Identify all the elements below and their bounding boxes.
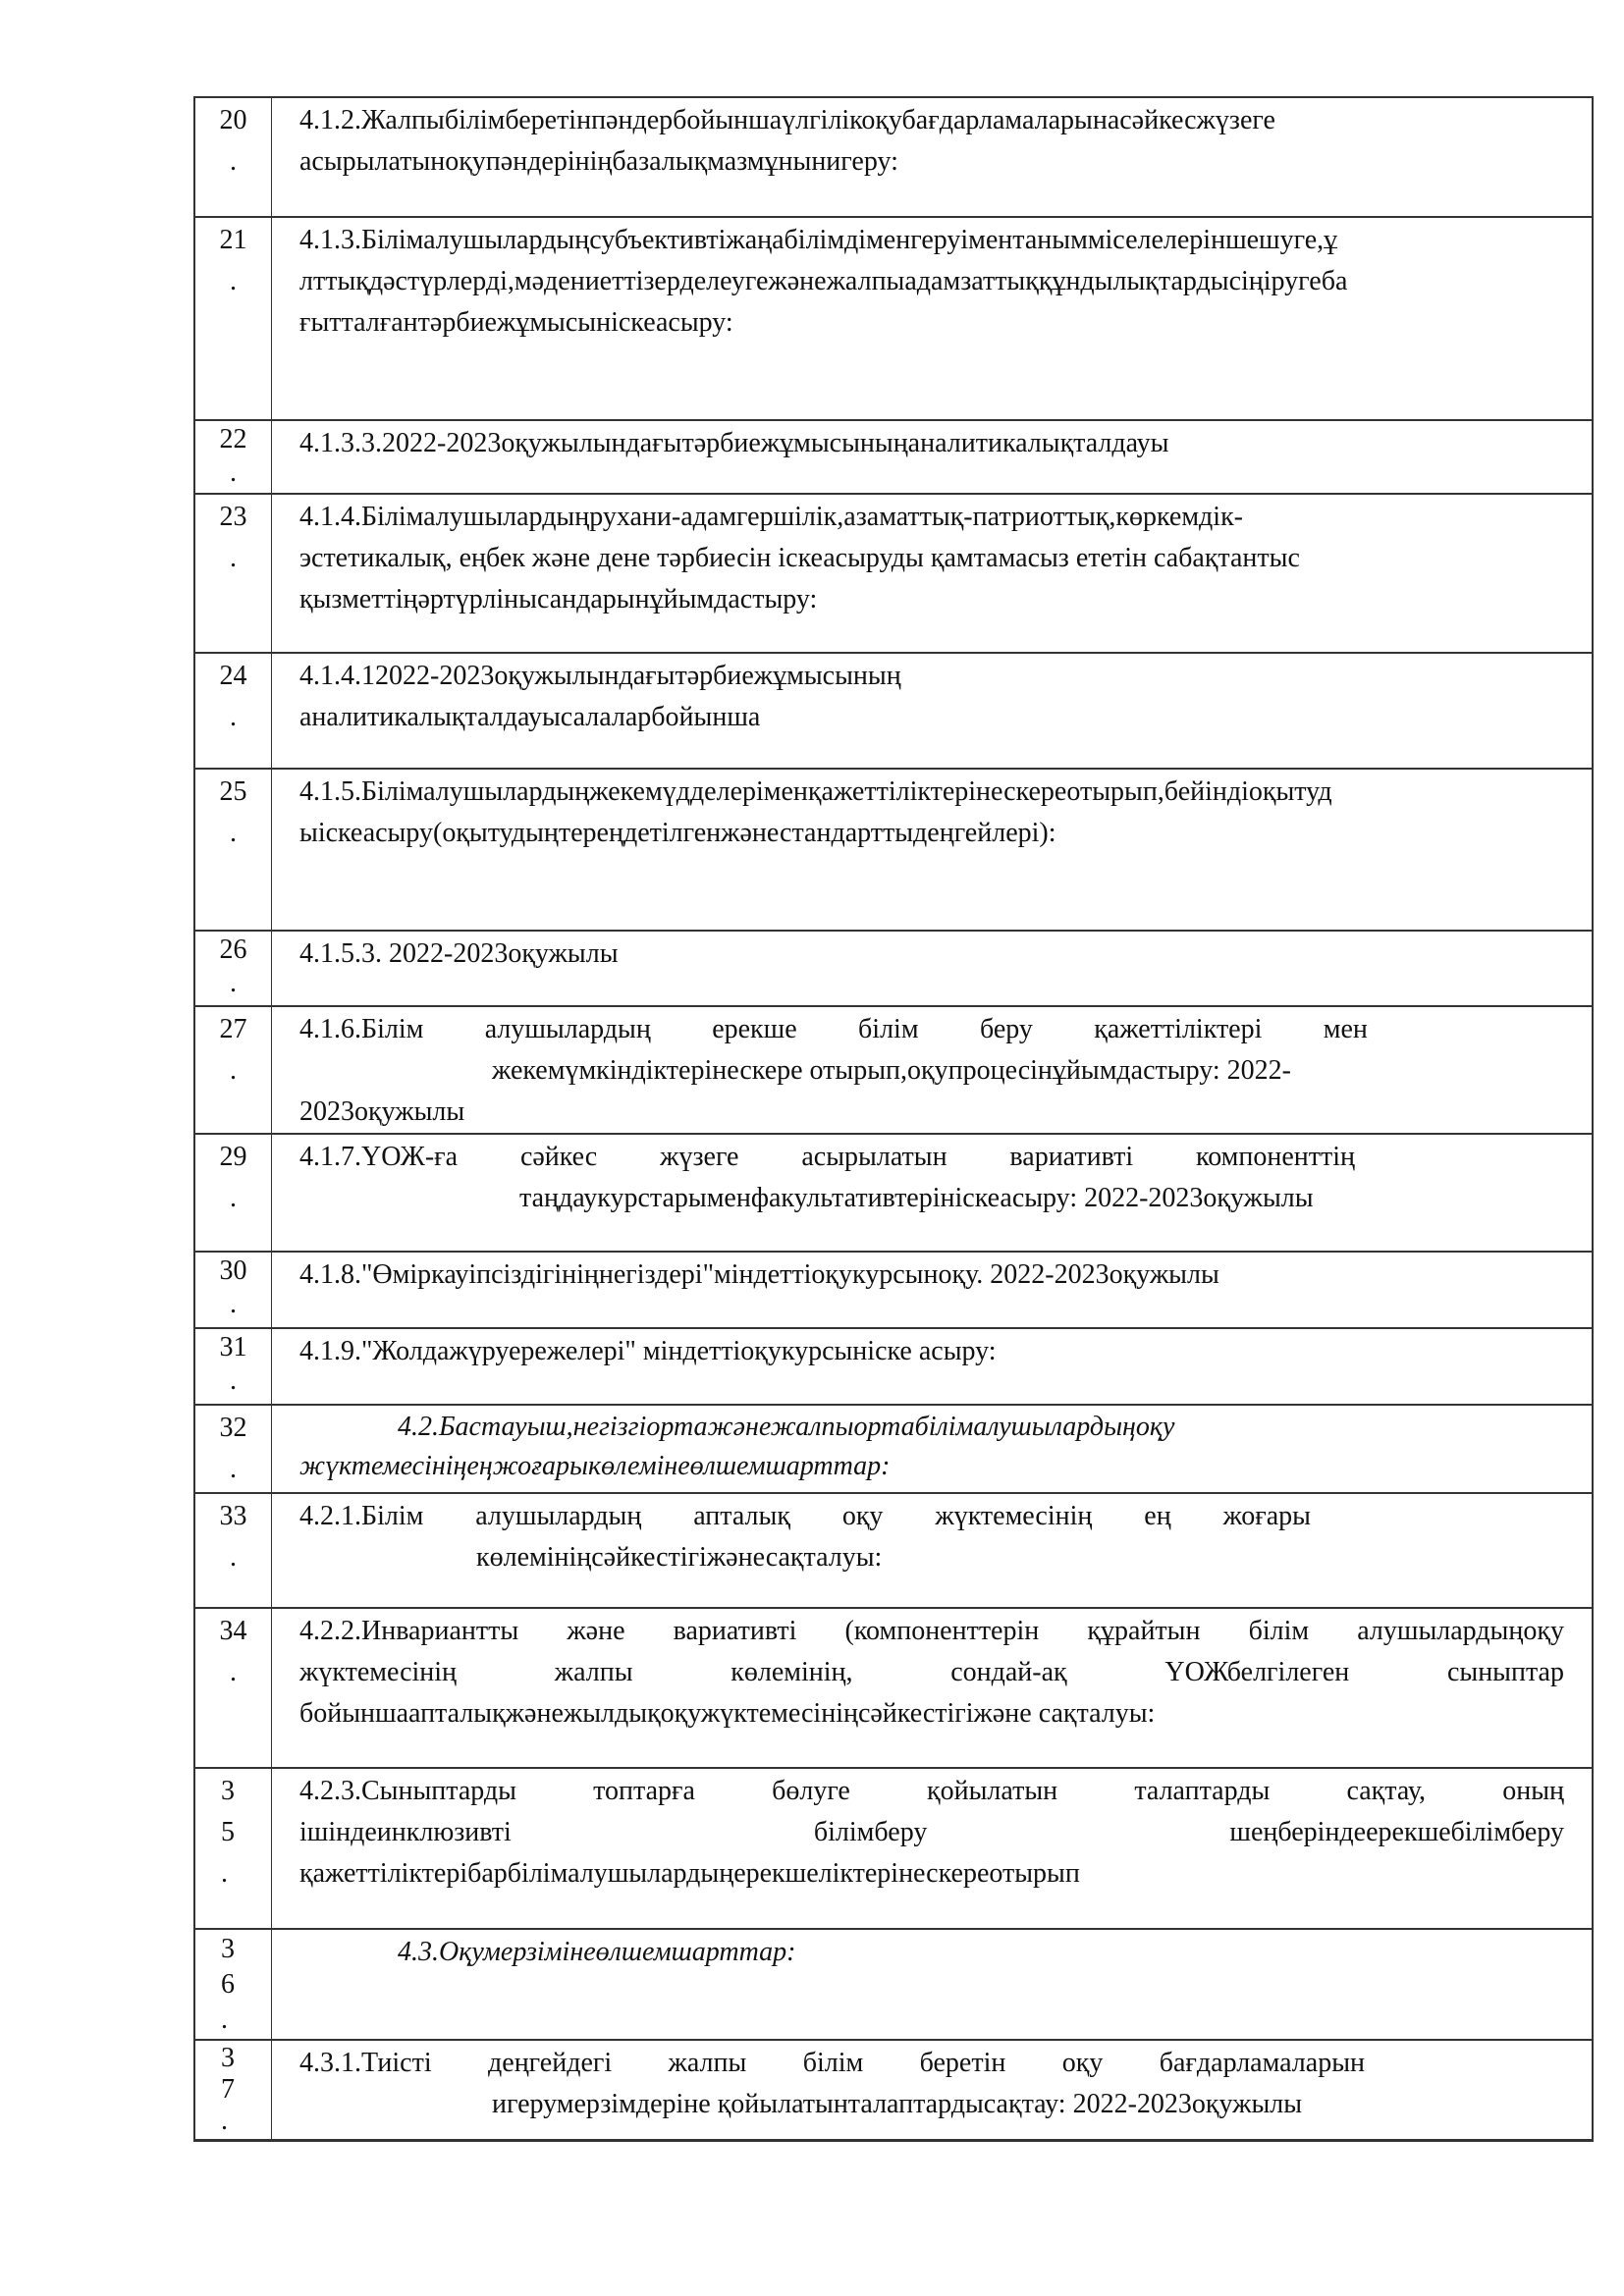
row-text [272, 1253, 1592, 1327]
word: алушылардыңоқу [1357, 1616, 1564, 1646]
word: вариативті [673, 1616, 797, 1646]
text-line: 4.1.4.12022-2023оқужылындағытәрбиежұмысының [299, 661, 901, 691]
justified-line [299, 1611, 1564, 1652]
row-text [272, 1769, 1592, 1928]
table-row [195, 419, 1592, 493]
word: алушылардың [475, 1501, 642, 1531]
justified-line [299, 1137, 1355, 1178]
word: көлемінің, [731, 1657, 853, 1687]
section-heading [272, 1930, 1592, 2039]
justified-line [299, 1009, 1368, 1050]
text-line: жекемүмкіндіктерінескере отырып,оқупроцесінұйымдастыру: 2022- [492, 1055, 1291, 1086]
row-number: 29 . [195, 1135, 272, 1251]
justified-line [299, 1812, 1564, 1853]
text-line: 4.2.Бастауыш,негізгіортажәнежалпыортабілімалушылардыңоқу [398, 1412, 1175, 1442]
row-text [272, 421, 1592, 493]
word: оқу [1061, 2048, 1104, 2078]
word: құрайтын [1087, 1616, 1201, 1646]
table-row [195, 1251, 1592, 1327]
word: апталық [693, 1501, 790, 1531]
word: жүктемесінің [299, 1657, 458, 1687]
word: 4.2.2.Инвариантты [299, 1616, 519, 1646]
word: сондай-ақ [950, 1657, 1067, 1687]
word: білім [858, 1014, 919, 1044]
word: беретін [919, 2048, 1006, 2078]
word: жоғары [1222, 1501, 1311, 1531]
word: 4.1.7.ҮОЖ-ға [299, 1142, 459, 1172]
row-text [272, 1494, 1592, 1607]
table-row [195, 1607, 1592, 1767]
text-line: аналитикалықталдауысалаларбойынша [299, 702, 761, 732]
table-row [195, 1133, 1592, 1251]
table-row [195, 652, 1592, 768]
text-line: 4.1.3.3.2022-2023оқужылындағытәрбиежұмысыныңаналитикалықталдауы [299, 428, 1169, 458]
row-text [272, 1135, 1592, 1251]
criteria-table [193, 96, 1594, 2142]
word: бөлуге [772, 1776, 850, 1806]
text-line: 4.3.Оқумерзімінеөлшемшарттар: [398, 1937, 796, 1967]
text-line: ғытталғантәрбиежұмысыніскеасыру: [299, 307, 733, 338]
row-text [272, 495, 1592, 652]
row-number: 3 7 . [195, 2041, 272, 2139]
table-row [195, 98, 1592, 216]
table-row [195, 1327, 1592, 1404]
row-number: 24 . [195, 654, 272, 768]
word: 4.2.1.Білім [299, 1501, 424, 1531]
word: деңгейдегі [488, 2048, 613, 2078]
text-line: қажеттіліктерібарбілімалушылардыңерекшеліктерінескереотырып [299, 1858, 1080, 1889]
word: оқу [841, 1501, 884, 1531]
row-text [272, 1609, 1592, 1767]
row-number: 33 . [195, 1494, 272, 1607]
text-line: 4.1.3.Білімалушылардыңсубъективтіжаңабілімдіменгеруіментанымміселелерiншешуге,ұ [299, 225, 1338, 255]
table-row [195, 1404, 1592, 1492]
text-line: асырылатыноқупәндерініңбазалықмазмұнынигеру: [299, 146, 898, 177]
word: қойылатын [927, 1776, 1058, 1806]
word: 4.1.6.Білім [299, 1014, 424, 1044]
word: (компоненттерін [844, 1616, 1040, 1646]
word: ерекше [712, 1014, 797, 1044]
word: 4.3.1.Тиісті [299, 2048, 432, 2078]
row-number: 21 . [195, 218, 272, 419]
word: шеңберіндеерекшебілімберу [1229, 1817, 1564, 1847]
row-text [272, 770, 1592, 930]
word: ішіндеинклюзивті [299, 1817, 512, 1847]
section-heading [272, 1406, 1592, 1492]
justified-line [299, 2043, 1365, 2084]
row-text [272, 654, 1592, 768]
row-number: 3 5 . [195, 1769, 272, 1928]
table-row [195, 216, 1592, 419]
text-line: 4.1.5.3. 2022-2023оқужылы [299, 938, 619, 969]
row-number: 3 6 . [195, 1930, 272, 2039]
word: жалпы [668, 2048, 747, 2078]
word: білімберу [813, 1817, 928, 1847]
text-line: игерумерзімдеріне қойылатынталаптардысақтау: 2022-2023оқужылы [492, 2089, 1303, 2119]
row-number: 32 . [195, 1406, 272, 1492]
word: сәйкес [519, 1142, 598, 1172]
table-row [195, 2039, 1592, 2139]
word: 4.2.3.Сыныптарды [299, 1776, 516, 1806]
word: жалпы [554, 1657, 633, 1687]
text-line: қызметтіңәртүрлінысандарынұйымдастыру: [299, 584, 818, 614]
word: және [567, 1616, 625, 1646]
row-text [272, 218, 1592, 419]
word: талаптарды [1134, 1776, 1271, 1806]
table-row [195, 768, 1592, 930]
table-row [195, 1767, 1592, 1928]
text-line: жүктемесініңеңжоғарыкөлемінеөлшемшарттар: [299, 1451, 891, 1481]
text-line: таңдаукурстарыменфакультативтерініскеасыру: 2022-2023оқужылы [519, 1183, 1314, 1213]
row-text [272, 98, 1592, 216]
row-number: 27 . [195, 1007, 272, 1133]
justified-line [299, 1771, 1564, 1812]
word: мен [1323, 1014, 1368, 1044]
row-number: 25 . [195, 770, 272, 930]
text-line: көлемініңсәйкестігіжәнесақталуы: [476, 1542, 883, 1573]
word: қажеттіліктері [1094, 1014, 1263, 1044]
word: жүктемесінің [935, 1501, 1093, 1531]
row-text [272, 932, 1592, 1005]
row-number: 20 . [195, 98, 272, 216]
row-number: 31 . [195, 1329, 272, 1404]
word: жүзеге [660, 1142, 739, 1172]
text-line: бойыншаапталықжәнежылдықоқужүктемесініңсәйкестігіжәне сақталуы: [299, 1698, 1156, 1729]
word: беру [979, 1014, 1033, 1044]
text-line: 4.1.5.Білімалушылардыңжекемүдделеріменқажеттіліктерінескереотырып,бейіндіоқытуд [299, 776, 1332, 807]
text-line: ыіскеасыру(оқытудыңтереңдетілгенжәнестандарттыдеңгейлері): [299, 818, 1056, 848]
text-line: эстетикалық, еңбек және дене тәрбиесін іскеасыруды қамтамасыз ететін сабақтантыс [299, 543, 1300, 573]
row-text [272, 1329, 1592, 1404]
table-row [195, 1005, 1592, 1133]
word: білім [1248, 1616, 1310, 1646]
word: оның [1502, 1776, 1564, 1806]
table-row [195, 493, 1592, 652]
word: сақтау, [1346, 1776, 1427, 1806]
word: білім [802, 2048, 864, 2078]
row-number: 22 . [195, 421, 272, 493]
word: алушылардың [484, 1014, 651, 1044]
row-number: 26 . [195, 932, 272, 1005]
text-line: 4.1.8."Өміркауіпсіздігініңнегіздері"міндеттіоқукурсыноқу. 2022-2023оқужылы [299, 1259, 1219, 1290]
table-row [195, 1492, 1592, 1607]
text-line: 4.1.2.Жалпыбілімберетінпәндербойыншаүлгілікоқубағдарламаларынасәйкесжүзеге [299, 105, 1275, 135]
row-number: 34 . [195, 1609, 272, 1767]
word: ҮОЖбелгілеген [1164, 1657, 1350, 1687]
row-number: 23 . [195, 495, 272, 652]
row-text [272, 1007, 1592, 1133]
word: вариативті [1009, 1142, 1134, 1172]
text-line: лттықдәстүрлерді,мәдениеттізерделеугежәнежалпыадамзаттыққұндылықтардысіңіругеба [299, 266, 1348, 296]
word: компоненттің [1196, 1142, 1355, 1172]
word: асырылатын [801, 1142, 947, 1172]
word: сыныптар [1446, 1657, 1564, 1687]
text-line: 2023оқужылы [299, 1096, 465, 1127]
row-number: 30 . [195, 1253, 272, 1327]
table-row [195, 1928, 1592, 2039]
justified-line [299, 1652, 1564, 1693]
word: топтарға [593, 1776, 695, 1806]
justified-line [299, 1496, 1311, 1537]
word: ең [1144, 1501, 1171, 1531]
text-line: 4.1.9."Жолдажүруережелері" міндеттіоқукурсыніске асыру: [299, 1336, 997, 1366]
text-line: 4.1.4.Білімалушылардыңрухани-адамгершілік,азаматтық-патриоттық,көркемдік- [299, 502, 1244, 532]
word: бағдарламаларын [1159, 2048, 1365, 2078]
row-text [272, 2041, 1592, 2139]
table-row [195, 930, 1592, 1005]
